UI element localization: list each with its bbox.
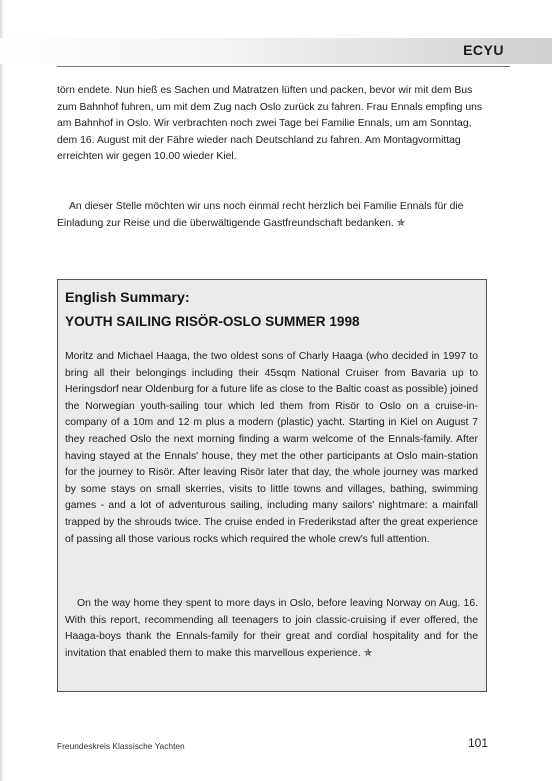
scan-edge-shadow: [0, 0, 4, 781]
summary-heading: English Summary:: [65, 290, 190, 306]
header-label: ECYU: [463, 42, 504, 58]
footer-publication: Freundeskreis Klassische Yachten: [57, 741, 185, 751]
header-rule: [57, 66, 510, 67]
german-paragraph-2: An dieser Stelle möchten wir uns noch einmal recht herzlich bei Familie Ennals für die Einladung zur Reise und die überwältigende Gastfreundschaft bedanken. ✯: [57, 201, 464, 229]
page-number: 101: [467, 736, 488, 750]
summary-paragraph-2: On the way home they spent to more days in Oslo, before leaving Norway on Aug. 16. With this report, recommending all teenagers to join classic-cruising if ever offered, the Haaga-boys thank the Ennals-family for their great and cordial hospitality and for the invitation that enabled them to make this marvellous experience. ✯: [65, 598, 478, 659]
summary-paragraph-1: Moritz and Michael Haaga, the two oldest sons of Charly Haaga (who decided in 1997 to bring all their belongings including their 45sqm National Cruiser from Bavaria up to Heringsdorf near Oldenburg for a future life as close to the Baltic coast as possible) joined the Norwegian youth-sailing tour which led them from Risör to Oslo on a cruise-in-company of a 10m and 12 m plus a modern (plastic) yacht. Starting in Kiel on August 7 they reached Oslo the next morning finding a warm welcome of the Ennals-family. After having stayed at the Ennals' house, they met the other participants at Oslo main-station for the journey to Risör. After leaving Risör later that day, the whole journey was marked by some stays on small skerries, visits to little towns and villages, bathing, swimming games - and a lot of adventurous sailing, including many sailors' nightmare: a mainfall trapped by the shrouds twice. The cruise ended in Frederikstad after the great experience of passing all those various rocks which required the whole crew's full attention.: [65, 351, 478, 545]
english-summary-box: [57, 279, 487, 692]
summary-title: YOUTH SAILING RISÖR-OSLO SUMMER 1998: [65, 314, 360, 329]
german-paragraph-1: törn endete. Nun hieß es Sachen und Matratzen lüften und packen, bevor wir mit dem Bus zum Bahnhof fuhren, um mit dem Zug nach Oslo zurück zu fahren. Frau Ennals empfing uns am Bahnhof in Oslo. Wir verbrachten noch zwei Tage bei Familie Ennals, um am Sonntag, dem 16. August mit der Fähre wieder nach Deutschland zu fahren. Am Montagvormittag erreichten wir gegen 10.00 wieder Kiel.: [57, 85, 483, 163]
